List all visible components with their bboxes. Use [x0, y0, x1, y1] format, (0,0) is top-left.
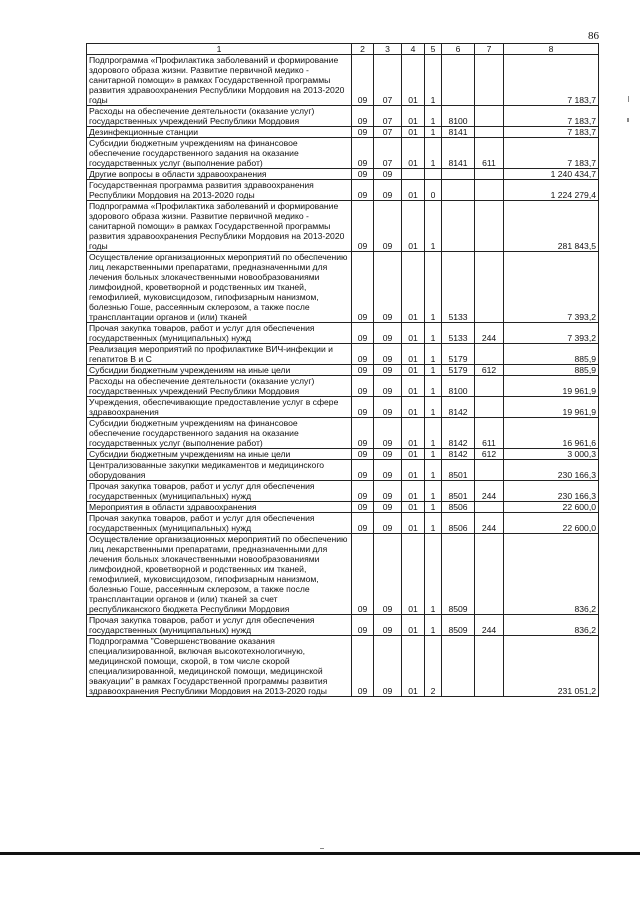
table-row	[87, 615, 599, 636]
row-name-cell: Осуществление организационных мероприятий по обеспечению лиц лекарственными препаратами, предназначенными для лечения больных злокачественными новообразованиями лимфоидной, кроветворной и родственных им тканей, гемофилией, муковисцидозом, гипофизарным нанизмом, болезнью Гоше, рассеянным склерозом, а также после трансплантации органов и (или) тканей	[87, 252, 352, 323]
row-code-cell	[442, 201, 475, 252]
table-row	[87, 344, 599, 365]
row-sum-cell: 7 183,7	[504, 55, 599, 106]
row-code-cell: 09	[374, 636, 402, 697]
row-code-cell	[475, 180, 504, 201]
row-code-cell: 1	[425, 127, 442, 138]
row-code-cell: 09	[374, 169, 402, 180]
row-sum-cell: 885,9	[504, 344, 599, 365]
row-code-cell	[475, 201, 504, 252]
table-row	[87, 365, 599, 376]
row-code-cell: 09	[352, 180, 374, 201]
row-code-cell: 1	[425, 138, 442, 169]
row-name-cell: Подпрограмма «Профилактика заболеваний и формирование здорового образа жизни. Развитие первичной медико - санитарной помощи» в рамках Государственной программы развития здравоохранения Республики Мордовия на 2013-2020 годы	[87, 201, 352, 252]
row-code-cell: 611	[475, 418, 504, 449]
row-code-cell: 09	[352, 449, 374, 460]
row-code-cell: 612	[475, 449, 504, 460]
scan-mark	[320, 848, 324, 849]
row-code-cell: 07	[374, 106, 402, 127]
row-code-cell: 8506	[442, 513, 475, 534]
row-code-cell: 1	[425, 615, 442, 636]
row-code-cell: 5133	[442, 323, 475, 344]
row-code-cell: 09	[352, 138, 374, 169]
row-code-cell: 1	[425, 323, 442, 344]
row-code-cell: 1	[425, 365, 442, 376]
table-row	[87, 481, 599, 502]
row-code-cell: 8142	[442, 418, 475, 449]
row-code-cell: 5179	[442, 365, 475, 376]
row-code-cell: 09	[352, 397, 374, 418]
row-name-cell: Субсидии бюджетным учреждениям на финансовое обеспечение государственного задания на оказание государственных услуг (выполнение работ)	[87, 418, 352, 449]
row-code-cell: 244	[475, 481, 504, 502]
table-row	[87, 418, 599, 449]
row-code-cell	[475, 169, 504, 180]
row-code-cell: 09	[352, 55, 374, 106]
row-code-cell	[475, 636, 504, 697]
header-col-sum: 8	[504, 44, 599, 55]
row-code-cell: 09	[352, 481, 374, 502]
row-name-cell: Централизованные закупки медикаментов и медицинского оборудования	[87, 460, 352, 481]
row-sum-cell: 7 393,2	[504, 252, 599, 323]
row-code-cell: 01	[402, 502, 425, 513]
row-code-cell: 09	[352, 460, 374, 481]
row-name-cell: Расходы на обеспечение деятельности (оказание услуг) государственных учреждений Республики Мордовия	[87, 376, 352, 397]
row-code-cell: 09	[374, 418, 402, 449]
row-name-cell: Дезинфекционные станции	[87, 127, 352, 138]
row-code-cell: 1	[425, 460, 442, 481]
header-col-code: 5	[425, 44, 442, 55]
row-code-cell: 01	[402, 138, 425, 169]
row-code-cell: 1	[425, 397, 442, 418]
row-code-cell	[475, 502, 504, 513]
row-code-cell: 611	[475, 138, 504, 169]
row-code-cell: 09	[352, 513, 374, 534]
row-code-cell	[442, 636, 475, 697]
row-code-cell: 244	[475, 513, 504, 534]
row-code-cell: 09	[352, 502, 374, 513]
row-code-cell: 09	[374, 252, 402, 323]
row-code-cell: 07	[374, 127, 402, 138]
row-sum-cell: 231 051,2	[504, 636, 599, 697]
row-code-cell: 01	[402, 180, 425, 201]
row-sum-cell: 281 843,5	[504, 201, 599, 252]
row-code-cell: 09	[374, 365, 402, 376]
row-name-cell: Подпрограмма «Профилактика заболеваний и формирование здорового образа жизни. Развитие первичной медико - санитарной помощи» в рамках Государственной программы развития здравоохранения Республики Мордовия на 2013-2020 годы	[87, 55, 352, 106]
row-code-cell: 01	[402, 397, 425, 418]
table-row	[87, 460, 599, 481]
budget-table	[86, 43, 599, 697]
header-col-code: 2	[352, 44, 374, 55]
row-code-cell: 09	[352, 636, 374, 697]
row-code-cell: 01	[402, 323, 425, 344]
row-name-cell: Субсидии бюджетным учреждениям на иные цели	[87, 449, 352, 460]
row-code-cell: 8506	[442, 502, 475, 513]
row-name-cell: Прочая закупка товаров, работ и услуг для обеспечения государственных (муниципальных) нужд	[87, 323, 352, 344]
row-name-cell: Субсидии бюджетным учреждениям на иные цели	[87, 365, 352, 376]
row-code-cell: 5179	[442, 344, 475, 365]
row-code-cell	[442, 180, 475, 201]
table-row	[87, 201, 599, 252]
row-code-cell: 01	[402, 376, 425, 397]
row-code-cell: 09	[352, 106, 374, 127]
row-code-cell: 09	[374, 344, 402, 365]
row-sum-cell: 1 224 279,4	[504, 180, 599, 201]
row-code-cell: 09	[374, 323, 402, 344]
row-name-cell: Другие вопросы в области здравоохранения	[87, 169, 352, 180]
table-row	[87, 180, 599, 201]
row-code-cell: 09	[352, 534, 374, 615]
row-code-cell: 09	[352, 615, 374, 636]
row-code-cell: 09	[374, 534, 402, 615]
row-code-cell: 09	[374, 615, 402, 636]
table-row	[87, 323, 599, 344]
row-sum-cell: 1 240 434,7	[504, 169, 599, 180]
table-row	[87, 169, 599, 180]
row-code-cell: 01	[402, 55, 425, 106]
table-row	[87, 534, 599, 615]
row-code-cell: 8501	[442, 481, 475, 502]
row-name-cell: Подпрограмма "Совершенствование оказания специализированной, включая высокотехнологичную, медицинской помощи, скорой, в том числе скорой специализированной, медицинской помощи, медицинской эвакуации" в рамках Государственной программы развития здравоохранения Республики Мордовия на 2013-2020 годы	[87, 636, 352, 697]
table-row	[87, 127, 599, 138]
row-name-cell: Прочая закупка товаров, работ и услуг для обеспечения государственных (муниципальных) нужд	[87, 513, 352, 534]
header-col-code: 7	[475, 44, 504, 55]
row-sum-cell: 22 600,0	[504, 502, 599, 513]
row-name-cell: Государственная программа развития здравоохранения Республики Мордовия на 2013-2020 годы	[87, 180, 352, 201]
row-code-cell: 07	[374, 55, 402, 106]
row-code-cell: 01	[402, 449, 425, 460]
row-code-cell: 09	[374, 376, 402, 397]
row-code-cell: 01	[402, 636, 425, 697]
row-name-cell: Реализация мероприятий по профилактике ВИЧ-инфекции и гепатитов В и С	[87, 344, 352, 365]
row-code-cell: 1	[425, 55, 442, 106]
row-code-cell	[475, 55, 504, 106]
row-name-cell: Осуществление организационных мероприятий по обеспечению лиц лекарственными препаратами, предназначенными для лечения больных злокачественными новообразованиями лимфоидной, кроветворной и родственных им тканей, гемофилией, муковисцидозом, гипофизарным нанизмом, болезнью Гоше, рассеянным склерозом, а также после трансплантации органов и (или) тканей за счет республиканского бюджета Республики Мордовия	[87, 534, 352, 615]
page-bottom-rule	[0, 852, 640, 855]
table-row	[87, 397, 599, 418]
table-row	[87, 106, 599, 127]
scan-mark	[628, 96, 629, 102]
row-sum-cell: 19 961,9	[504, 397, 599, 418]
row-code-cell: 1	[425, 344, 442, 365]
row-code-cell	[402, 169, 425, 180]
row-code-cell	[475, 534, 504, 615]
row-code-cell: 09	[352, 169, 374, 180]
row-code-cell: 01	[402, 481, 425, 502]
scan-mark	[627, 118, 629, 122]
row-code-cell: 09	[374, 180, 402, 201]
table-row	[87, 636, 599, 697]
row-code-cell: 2	[425, 636, 442, 697]
row-name-cell: Субсидии бюджетным учреждениям на финансовое обеспечение государственного задания на оказание государственных услуг (выполнение работ)	[87, 138, 352, 169]
row-sum-cell: 885,9	[504, 365, 599, 376]
row-code-cell: 09	[352, 365, 374, 376]
row-code-cell: 01	[402, 106, 425, 127]
row-sum-cell: 19 961,9	[504, 376, 599, 397]
row-sum-cell: 16 961,6	[504, 418, 599, 449]
row-code-cell: 01	[402, 513, 425, 534]
row-code-cell: 09	[352, 344, 374, 365]
row-code-cell: 8509	[442, 534, 475, 615]
row-sum-cell: 7 183,7	[504, 106, 599, 127]
row-code-cell: 07	[374, 138, 402, 169]
row-code-cell	[475, 127, 504, 138]
row-sum-cell: 230 166,3	[504, 460, 599, 481]
row-code-cell: 01	[402, 615, 425, 636]
row-code-cell: 8100	[442, 376, 475, 397]
row-code-cell	[475, 252, 504, 323]
table-header-row	[87, 44, 599, 55]
row-code-cell: 1	[425, 534, 442, 615]
row-code-cell: 01	[402, 127, 425, 138]
row-code-cell	[425, 169, 442, 180]
table-row	[87, 55, 599, 106]
row-code-cell: 8100	[442, 106, 475, 127]
table-row	[87, 138, 599, 169]
row-sum-cell: 7 393,2	[504, 323, 599, 344]
row-code-cell	[475, 344, 504, 365]
row-code-cell: 1	[425, 449, 442, 460]
row-code-cell: 09	[374, 449, 402, 460]
row-name-cell: Мероприятия в области здравоохранения	[87, 502, 352, 513]
row-code-cell: 5133	[442, 252, 475, 323]
row-sum-cell: 836,2	[504, 615, 599, 636]
row-code-cell: 01	[402, 460, 425, 481]
row-code-cell	[475, 460, 504, 481]
row-code-cell: 01	[402, 201, 425, 252]
row-code-cell: 09	[374, 481, 402, 502]
row-code-cell: 244	[475, 323, 504, 344]
row-code-cell: 09	[352, 201, 374, 252]
row-code-cell: 01	[402, 252, 425, 323]
row-code-cell: 8141	[442, 138, 475, 169]
row-code-cell: 09	[374, 201, 402, 252]
row-code-cell	[475, 376, 504, 397]
row-code-cell: 8141	[442, 127, 475, 138]
table-row	[87, 449, 599, 460]
row-code-cell: 8142	[442, 397, 475, 418]
row-code-cell	[442, 55, 475, 106]
row-code-cell: 1	[425, 513, 442, 534]
row-code-cell: 1	[425, 252, 442, 323]
row-code-cell: 09	[352, 252, 374, 323]
row-code-cell: 09	[374, 460, 402, 481]
row-code-cell: 1	[425, 106, 442, 127]
page-number: 86	[588, 30, 599, 42]
row-code-cell: 1	[425, 502, 442, 513]
row-code-cell	[475, 106, 504, 127]
row-code-cell: 1	[425, 201, 442, 252]
row-code-cell: 01	[402, 365, 425, 376]
row-code-cell: 01	[402, 418, 425, 449]
row-code-cell: 09	[352, 127, 374, 138]
table-body	[87, 55, 599, 697]
row-code-cell: 09	[352, 376, 374, 397]
row-code-cell: 1	[425, 481, 442, 502]
row-code-cell: 01	[402, 344, 425, 365]
header-col-name: 1	[87, 44, 352, 55]
row-code-cell: 09	[352, 418, 374, 449]
table-row	[87, 513, 599, 534]
row-code-cell: 09	[374, 502, 402, 513]
row-name-cell: Учреждения, обеспечивающие предоставление услуг в сфере здравоохранения	[87, 397, 352, 418]
header-col-code: 6	[442, 44, 475, 55]
row-code-cell: 612	[475, 365, 504, 376]
row-code-cell: 09	[374, 513, 402, 534]
row-name-cell: Прочая закупка товаров, работ и услуг для обеспечения государственных (муниципальных) нужд	[87, 615, 352, 636]
row-code-cell: 09	[374, 397, 402, 418]
row-code-cell: 1	[425, 376, 442, 397]
row-code-cell: 8142	[442, 449, 475, 460]
row-code-cell: 0	[425, 180, 442, 201]
row-code-cell: 09	[352, 323, 374, 344]
table-row	[87, 252, 599, 323]
row-code-cell	[442, 169, 475, 180]
row-code-cell: 8501	[442, 460, 475, 481]
row-sum-cell: 836,2	[504, 534, 599, 615]
row-sum-cell: 3 000,3	[504, 449, 599, 460]
row-code-cell: 244	[475, 615, 504, 636]
row-code-cell: 8509	[442, 615, 475, 636]
row-name-cell: Расходы на обеспечение деятельности (оказание услуг) государственных учреждений Республики Мордовия	[87, 106, 352, 127]
row-sum-cell: 230 166,3	[504, 481, 599, 502]
table-row	[87, 502, 599, 513]
row-name-cell: Прочая закупка товаров, работ и услуг для обеспечения государственных (муниципальных) нужд	[87, 481, 352, 502]
table-row	[87, 376, 599, 397]
row-sum-cell: 7 183,7	[504, 127, 599, 138]
row-code-cell: 01	[402, 534, 425, 615]
row-code-cell: 1	[425, 418, 442, 449]
row-code-cell	[475, 397, 504, 418]
row-sum-cell: 7 183,7	[504, 138, 599, 169]
header-col-code: 4	[402, 44, 425, 55]
row-sum-cell: 22 600,0	[504, 513, 599, 534]
header-col-code: 3	[374, 44, 402, 55]
